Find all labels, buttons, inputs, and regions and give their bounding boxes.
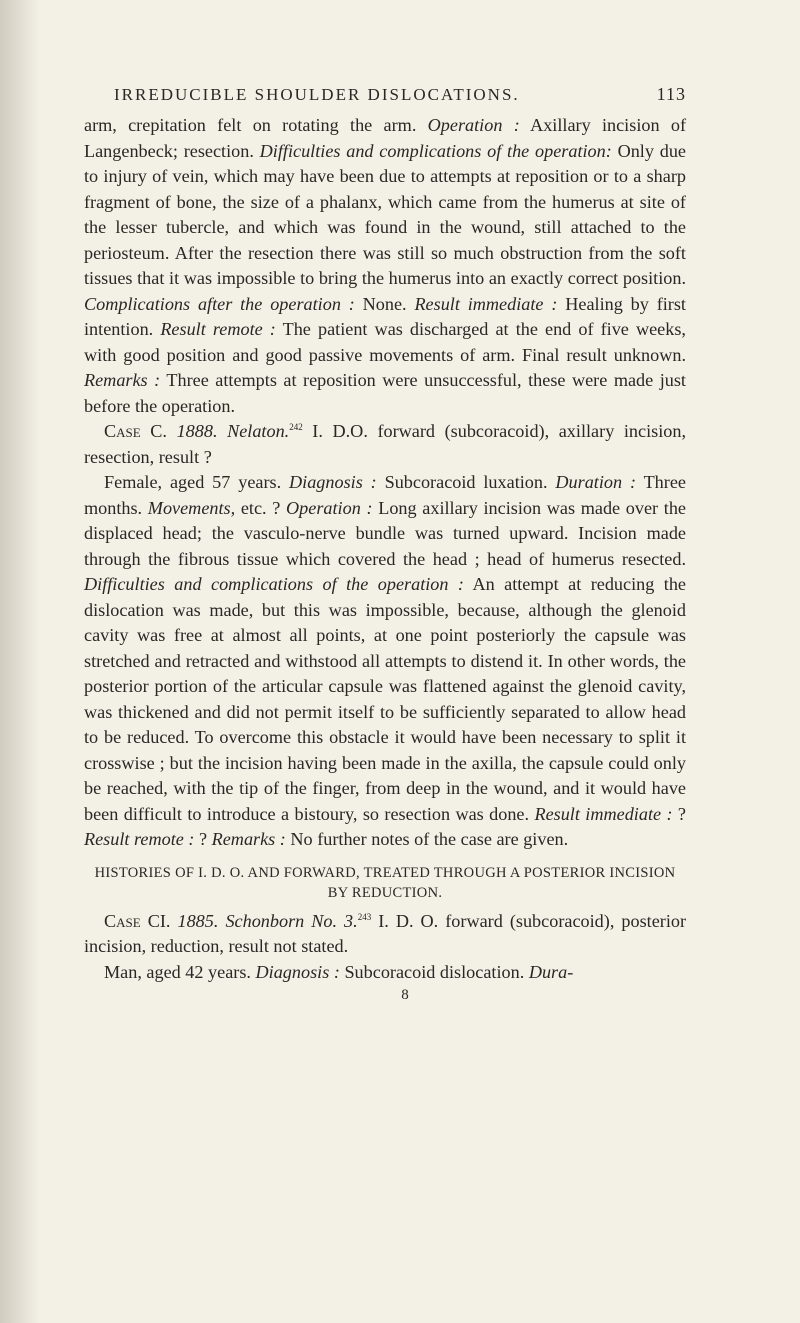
body-text-2 <box>84 909 686 986</box>
case-ci-details: Man, aged 42 years. Diagnosis : Subcoracoid dislocation. Dura- <box>104 961 574 982</box>
case-label: Case C. <box>104 421 167 441</box>
section-heading: HISTORIES OF I. D. O. AND FORWARD, TREATED THROUGH A POSTERIOR INCISION BY REDUCTION. <box>94 864 676 901</box>
signature-mark: 8 <box>401 987 409 1003</box>
running-head <box>114 84 686 105</box>
case-author: Schonborn No. 3. <box>225 910 358 931</box>
case-ci-heading: Case CI. 1885. Schonborn No. 3.$^{243}$ I. D. O. forward (subcoracoid), posterior incision, reduction, result not stated. <box>84 910 687 956</box>
case-year: 1885. <box>177 910 219 931</box>
footnote-ref: 242 <box>289 421 303 432</box>
case-c-details: Female, aged 57 years. Diagnosis : Subcoracoid luxation. Duration : Three months. Movements, etc. ? Operation : Long axillary incision was made over the displaced head; the vasculo-nerve bundle was turned upward. Incision made through the fibrous tissue which covered the head ; head of humerus resected. Difficulties and complications of the operation : An attempt at reducing the dislocation was made, but this was impossible, because, although the glenoid cavity was free at almost all points, at one point posteriorly the capsule was stretched and retracted and withstood all attempts to distend it. In other words, the posterior portion of the articular capsule was flattened against the glenoid cavity, was thickened and did not permit itself to be sufficiently separated to allow head to be reduced. To overcome this obstacle it would have been necessary to split it crosswise ; but the incision having been made in the axilla, the capsule could only be reached, with the tip of the finger, from deep in the wound, and it would have been difficult to introduce a bistoury, so resection was done. Result immediate : ? Result remote : ? Remarks : No further notes of the case are given. <box>84 472 687 849</box>
case-label: Case CI. <box>104 910 171 931</box>
case-author: Nelaton. <box>227 421 290 441</box>
case-year: 1888. <box>176 421 218 441</box>
case-c-heading: Case C. 1888. Nelaton.$^{242}$ I. D.O. forward (subcoracoid), axillary incision, resection, result ? <box>84 421 687 467</box>
page-number: 113 <box>656 84 686 104</box>
body-text <box>84 113 686 853</box>
paragraph-case-continuation: arm, crepitation felt on rotating the arm. Operation : Axillary incision of Langenbeck; resection. Difficulties and complications of the operation: Only due to injury of vein, which may have been due to attempts at reposition or to a sharp fragment of bone, the size of a phalanx, which came from the humerus at site of the lesser tubercle, and which was found in the wound, still attached to the periosteum. After the resection there was still so much obstruction from the soft tissues that it was impossible to bring the humerus into an exactly correct position. Complications after the operation : None. Result immediate : Healing by first intention. Result remote : The patient was discharged at the end of five weeks, with good position and good passive movements of arm. Final result unknown. Remarks : Three attempts at reposition were unsuccessful, these were made just before the operation. <box>84 115 686 416</box>
running-title: IRREDUCIBLE SHOULDER DISLOCATIONS. <box>114 85 520 104</box>
footnote-ref: 243 <box>357 911 372 922</box>
page-edge-shadow <box>0 0 40 1323</box>
